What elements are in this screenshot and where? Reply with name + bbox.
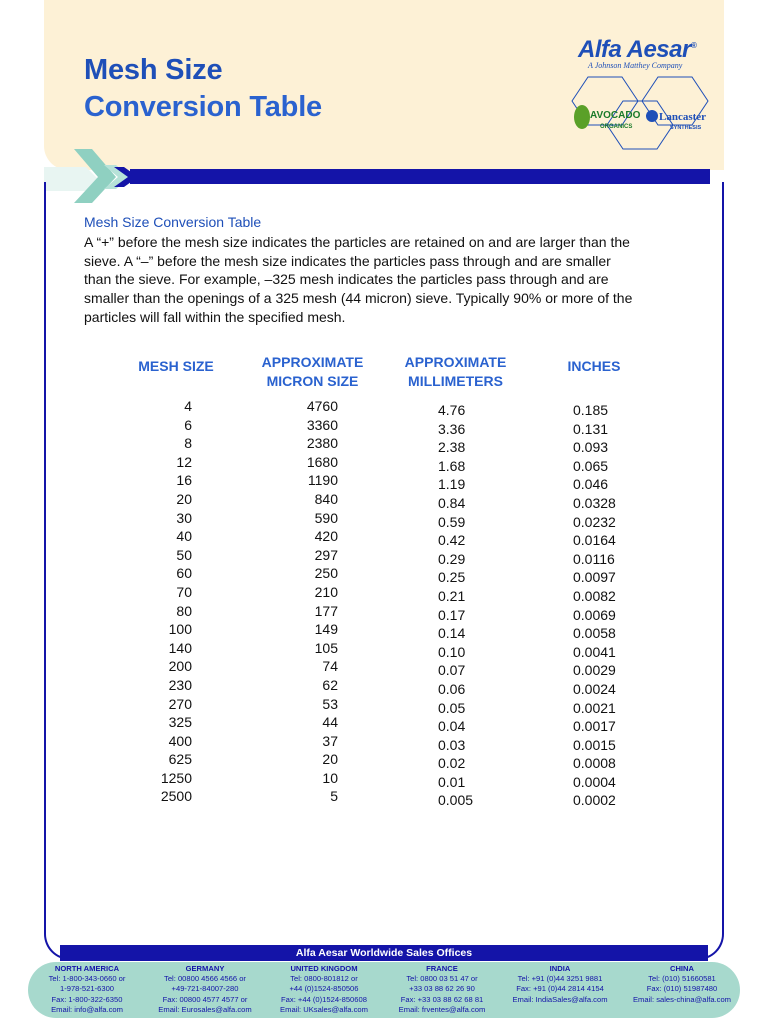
mm-cell: 0.05 (438, 699, 466, 716)
micron-cell: 297 (314, 546, 338, 563)
mm-cell: 0.59 (438, 513, 466, 530)
inches-cell: 0.0004 (573, 773, 616, 790)
mesh-cell: 325 (168, 714, 192, 731)
millimeters-column (438, 401, 498, 810)
inches-cell: 0.0328 (573, 494, 616, 511)
mm-cell: 0.25 (438, 569, 466, 586)
section-title: Mesh Size Conversion Table (84, 214, 262, 230)
footer-title-bar: Alfa Aesar Worldwide Sales Offices (60, 945, 708, 961)
mesh-cell: 6 (184, 416, 192, 433)
micron-cell: 4760 (306, 398, 338, 414)
office-china (622, 964, 742, 1005)
header-micron-size: APPROXIMATE MICRON SIZE (261, 354, 364, 389)
mm-cell: 0.06 (438, 680, 466, 697)
inches-cell: 0.0002 (573, 792, 616, 809)
office-contact-line: Email: sales-china@alfa.com (632, 994, 732, 1004)
micron-cell: 149 (314, 621, 338, 638)
office-france (382, 964, 502, 1015)
office-contact-line: +49-721-84007-280 (171, 984, 239, 994)
office-contact-line: 1-978-521-6300 (59, 984, 115, 994)
mm-cell: 0.04 (438, 718, 466, 735)
mesh-cell: 625 (168, 751, 192, 768)
office-contact-line: Email: Eurosales@alfa.com (158, 1004, 252, 1014)
micron-cell: 53 (322, 695, 338, 712)
inches-cell: 0.0015 (573, 736, 616, 753)
micron-cell: 5 (330, 788, 338, 805)
lancaster-dot-icon (646, 110, 658, 122)
mm-cell: 1.68 (438, 457, 466, 474)
micron-cell: 1190 (307, 472, 338, 489)
office-germany (145, 964, 265, 1015)
inches-column (573, 401, 633, 810)
office-united-kingdom (264, 964, 384, 1015)
inches-cell: 0.0097 (573, 569, 616, 586)
mesh-cell: 1250 (160, 769, 192, 786)
lancaster-text: Lancaster (659, 111, 707, 123)
avocado-icon (574, 105, 590, 129)
micron-cell: 3360 (306, 416, 338, 433)
inches-cell: 0.0029 (573, 662, 616, 679)
micron-cell: 37 (322, 732, 338, 749)
micron-cell: 2380 (306, 435, 338, 452)
mesh-cell: 230 (168, 676, 192, 693)
micron-cell: 840 (314, 490, 338, 507)
office-contact-line: Fax: (010) 51987480 (646, 984, 718, 994)
mesh-cell: 270 (168, 695, 192, 712)
mesh-cell: 200 (168, 658, 192, 675)
office-name: FRANCE (426, 964, 458, 973)
micron-cell: 105 (314, 639, 338, 656)
mm-cell: 0.01 (438, 773, 466, 790)
office-contact-line: Tel: 1-800-343-0660 or (48, 974, 126, 984)
inches-cell: 0.185 (573, 402, 609, 418)
mm-cell: 0.14 (438, 625, 466, 642)
inches-cell: 0.0017 (573, 718, 616, 735)
office-contact-line: Tel: 0800-801812 or (290, 974, 358, 984)
alfa-aesar-logo (560, 36, 720, 160)
page-title-line-1: Mesh Size (84, 54, 223, 86)
header-inches: INCHES (567, 358, 621, 374)
intro-line: A “+” before the mesh size indicates the particles are retained on and are larger than the (84, 234, 630, 250)
page-title-line-2: Conversion Table (84, 91, 322, 123)
micron-cell: 250 (314, 565, 338, 582)
office-contact-line: Tel: 0800 03 51 47 or (406, 974, 478, 984)
mesh-cell: 400 (168, 732, 192, 749)
inches-cell: 0.0116 (573, 550, 615, 567)
micron-cell: 210 (314, 583, 338, 600)
inches-cell: 0.131 (573, 420, 609, 437)
inches-cell: 0.0058 (573, 625, 616, 642)
mm-cell: 2.38 (438, 439, 466, 456)
micron-cell: 44 (322, 714, 338, 731)
mm-cell: 0.005 (438, 792, 474, 809)
mm-cell: 0.42 (438, 532, 466, 549)
inches-cell: 0.0041 (573, 643, 616, 660)
office-name: UNITED KINGDOM (290, 964, 358, 973)
mesh-cell: 4 (184, 398, 192, 414)
mm-cell: 0.84 (438, 494, 466, 511)
intro-line: sieve. A “–” before the mesh size indicates the particles pass through and are smaller (84, 252, 611, 269)
office-name: NORTH AMERICA (54, 964, 120, 973)
inches-cell: 0.0024 (573, 680, 616, 697)
hexagon-badges (560, 36, 720, 160)
office-name: GERMANY (185, 964, 225, 973)
intro-line: than the sieve. For example, –325 mesh indicates the particles pass through and are (84, 271, 609, 288)
micron-cell: 177 (314, 602, 338, 619)
mm-cell: 0.17 (438, 606, 466, 623)
mesh-cell: 80 (176, 602, 192, 619)
mesh-cell: 12 (176, 453, 192, 470)
mm-cell: 0.02 (438, 755, 466, 772)
office-contact-line: Email: frventes@alfa.com (398, 1004, 486, 1014)
office-contact-line: Fax: +91 (0)44 2814 4154 (516, 984, 604, 994)
header-mesh-size: MESH SIZE (138, 358, 214, 374)
mm-cell: 0.29 (438, 550, 466, 567)
inches-cell: 0.0164 (573, 532, 616, 549)
office-contact-line: Fax: 00800 4577 4577 or (162, 994, 248, 1004)
office-contact-line: Tel: (010) 51660581 (648, 974, 716, 984)
office-contact-line: +44 (0)1524-850506 (289, 984, 359, 994)
micron-cell: 10 (322, 769, 338, 786)
brand-tagline: A Johnson Matthey Company (588, 61, 683, 70)
inches-cell: 0.0008 (573, 755, 616, 772)
mesh-cell: 100 (168, 621, 192, 638)
mesh-cell: 70 (176, 583, 192, 600)
mesh-cell: 8 (184, 435, 192, 452)
mm-cell: 4.76 (438, 402, 466, 418)
micron-cell: 74 (322, 658, 338, 675)
mesh-cell: 30 (176, 509, 192, 526)
mm-cell: 3.36 (438, 420, 466, 437)
intro-paragraph (84, 233, 684, 327)
micron-cell: 420 (314, 528, 338, 545)
mm-cell: 0.10 (438, 643, 466, 660)
inches-cell: 0.0082 (573, 587, 616, 604)
synthesis-text: SYNTHESIS (670, 125, 702, 131)
mesh-cell: 40 (176, 528, 192, 545)
organics-text: ORGANICS (600, 124, 633, 130)
brand-name: Alfa Aesar® (578, 36, 697, 63)
mesh-size-column (150, 397, 192, 806)
mesh-cell: 2500 (160, 788, 192, 805)
office-contact-line: Fax: +44 (0)1524-850608 (281, 994, 367, 1004)
office-north-america (27, 964, 147, 1015)
mm-cell: 1.19 (438, 476, 466, 493)
office-contact-line: Email: info@alfa.com (51, 1004, 123, 1014)
intro-line: particles will fall within the specified mesh. (84, 308, 346, 325)
office-contact-line: Email: UKsales@alfa.com (280, 1004, 368, 1014)
office-contact-line: Tel: 00800 4566 4566 or (164, 974, 246, 984)
intro-line: smaller than the openings of a 325 mesh (44 micron) sieve. Typically 90% or more of the (84, 290, 633, 307)
office-india (500, 964, 620, 1005)
office-contact-line: Fax: 1-800-322-6350 (51, 994, 123, 1004)
inches-cell: 0.0232 (573, 513, 616, 530)
mm-cell: 0.03 (438, 736, 466, 753)
office-name: CHINA (669, 964, 695, 973)
mesh-cell: 140 (168, 639, 192, 656)
mm-cell: 0.07 (438, 662, 466, 679)
micron-cell: 62 (322, 676, 338, 693)
office-contact-line: Fax: +33 03 88 62 68 81 (400, 994, 484, 1004)
office-contact-line: Email: IndiaSales@alfa.com (512, 994, 608, 1004)
inches-cell: 0.0069 (573, 606, 616, 623)
mesh-cell: 20 (176, 490, 192, 507)
micron-cell: 20 (322, 751, 338, 768)
mesh-cell: 60 (176, 565, 192, 582)
micron-cell: 1680 (306, 453, 338, 470)
inches-cell: 0.065 (573, 457, 609, 474)
office-contact-line: Tel: +91 (0)44 3251 9881 (517, 974, 603, 984)
mesh-cell: 50 (176, 546, 192, 563)
mesh-cell: 16 (176, 472, 192, 489)
avocado-text: AVOCADO (590, 110, 641, 121)
office-name: INDIA (549, 964, 571, 973)
micron-cell: 590 (314, 509, 338, 526)
mm-cell: 0.21 (438, 587, 466, 604)
office-contact-line: +33 03 88 62 26 90 (409, 984, 475, 994)
inches-cell: 0.0021 (573, 699, 616, 716)
inches-cell: 0.046 (573, 476, 609, 493)
inches-cell: 0.093 (573, 439, 609, 456)
micron-size-column (296, 397, 338, 806)
header-millimeters: APPROXIMATE MILLIMETERS (404, 354, 507, 389)
